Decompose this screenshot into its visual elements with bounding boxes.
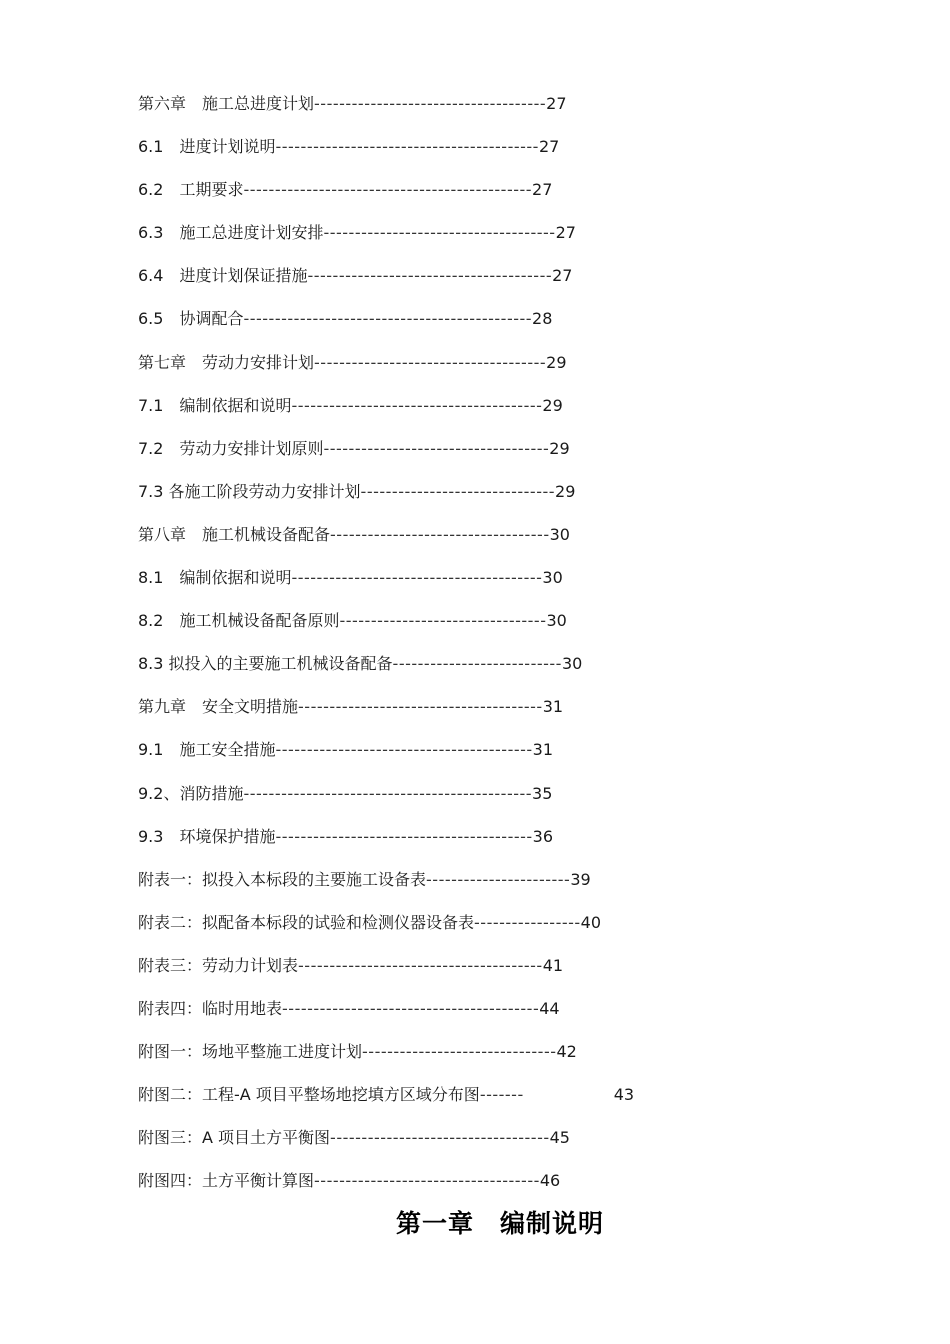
toc-entry[interactable] [138,347,698,390]
toc-leader: ----------------------------------- [330,524,550,544]
toc-entry[interactable] [138,734,698,777]
table-of-contents [138,88,698,1208]
toc-entry[interactable] [138,174,698,217]
toc-page-number: 31 [532,740,554,760]
toc-leader: ----------------------- [426,869,571,889]
toc-leader: ----------------- [474,912,581,932]
toc-entry-title: 7.3 各施工阶段劳动力安排计划 [138,481,361,501]
toc-leader: ----------------------------------------- [275,740,533,760]
toc-page-number: 27 [552,266,573,286]
toc-entry[interactable] [138,907,698,950]
toc-page-number: 29 [546,352,567,372]
toc-page-number: 30 [542,568,563,588]
toc-entry-title: 6.1 进度计划说明 [138,137,276,157]
toc-leader: ------- [479,1085,524,1105]
toc-leader: ------------------------------- [362,1042,557,1062]
toc-entry[interactable] [138,433,698,476]
toc-entry[interactable] [138,691,698,734]
toc-entry[interactable] [138,864,698,907]
toc-entry[interactable] [138,648,698,691]
toc-page-number: 27 [555,223,576,243]
toc-entry-title: 6.3 施工总进度计划安排 [138,223,324,243]
toc-entry-title: 第七章 劳动力安排计划 [138,352,315,372]
toc-entry-title: 7.1 编制依据和说明 [138,395,292,415]
toc-entry[interactable] [138,821,698,864]
toc-leader: ------------------------------------ [314,1171,540,1191]
toc-entry[interactable] [138,950,698,993]
toc-page-number: 36 [532,826,554,846]
toc-page-number: 30 [546,611,567,631]
toc-entry-title: 6.5 协调配合 [138,309,244,329]
toc-entry[interactable] [138,605,698,648]
toc-entry-title: 第九章 安全文明措施 [138,697,299,717]
toc-entry-title: 9.1 施工安全措施 [138,740,276,760]
toc-leader: ------------------------------------ [323,438,550,458]
toc-entry-title: 附图三：A 项目土方平衡图 [138,1128,331,1148]
toc-entry-title: 附图二：工程-A 项目平整场地挖填方区域分布图 [138,1085,480,1105]
toc-page-number: 30 [561,654,583,674]
toc-page-number: 45 [549,1128,570,1148]
toc-leader: --------------------------------------- [307,266,553,286]
toc-entry[interactable] [138,260,698,303]
toc-entry-title: 附表二：拟配备本标段的试验和检测仪器设备表 [138,912,475,932]
toc-page-number: 31 [542,697,564,717]
toc-entry-title: 8.1 编制依据和说明 [138,568,292,588]
toc-entry[interactable] [138,1165,698,1208]
toc-page-number: 27 [546,94,567,113]
toc-entry[interactable] [138,1079,698,1122]
toc-leader: ------------------------------------- [314,94,547,113]
toc-leader: ---------------------------------------------- [243,309,533,329]
toc-leader: ---------------------------------------------- [243,783,533,803]
toc-leader: ---------------------------------------------- [243,180,533,200]
toc-entry-title: 8.2 施工机械设备配备原则 [138,611,340,631]
toc-entry[interactable] [138,562,698,605]
chapter-heading: 第一章 编制说明 [395,1209,604,1238]
toc-leader: ---------------------------------------- [291,395,543,415]
toc-entry[interactable] [138,303,698,346]
toc-entry-title: 第八章 施工机械设备配备 [138,524,331,544]
toc-entry-title: 第六章 施工总进度计划 [138,94,315,113]
toc-entry[interactable] [138,1036,698,1079]
toc-entry-title: 附图一：场地平整施工进度计划 [138,1042,363,1062]
toc-page-number: 43 [613,1085,635,1105]
toc-leader: ----------------------------------------- [275,826,533,846]
toc-entry[interactable] [138,778,698,821]
toc-entry[interactable] [138,1122,698,1165]
toc-entry[interactable] [138,993,698,1036]
toc-page-number: 29 [542,395,563,415]
toc-leader: ------------------------------------- [314,352,547,372]
toc-page-number: 44 [539,998,560,1018]
toc-entry-title: 附图四：土方平衡计算图 [138,1171,315,1191]
toc-entry-title: 附表四：临时用地表 [138,998,283,1018]
toc-leader: ----------------------------------- [330,1128,550,1148]
toc-leader: ------------------------------------- [323,223,556,243]
toc-entry[interactable] [138,131,698,174]
toc-page-number: 27 [532,180,553,200]
toc-page-number: 29 [555,481,576,501]
toc-page-number: 42 [556,1042,577,1062]
toc-entry[interactable] [138,217,698,260]
toc-page-number: 40 [580,912,602,932]
toc-page-number: 29 [549,438,570,458]
toc-entry[interactable] [138,476,698,519]
toc-leader: --------------------------------------- [298,697,543,717]
toc-entry-title: 7.2 劳动力安排计划原则 [138,438,324,458]
toc-leader: --------------------------- [392,654,562,674]
toc-entry[interactable] [138,390,698,433]
toc-page-number: 28 [532,309,553,329]
toc-leader: ------------------------------------------ [275,137,539,157]
toc-leader: ----------------------------------------- [282,998,540,1018]
toc-entry-title: 附表一：拟投入本标段的主要施工设备表 [138,869,427,889]
toc-entry-title: 9.3 环境保护措施 [138,826,276,846]
toc-leader: ------------------------------- [360,481,556,501]
toc-entry-title: 6.2 工期要求 [138,180,244,200]
toc-page-number: 39 [570,869,591,889]
toc-page-number: 35 [532,783,553,803]
toc-leader: --------------------------------- [339,611,547,631]
toc-page-number: 30 [549,524,570,544]
toc-entry-title: 8.3 拟投入的主要施工机械设备配备 [138,654,393,674]
toc-entry-title: 6.4 进度计划保证措施 [138,266,308,286]
toc-leader: --------------------------------------- [298,955,543,975]
toc-page-number: 27 [538,137,560,157]
toc-entry[interactable] [138,519,698,562]
toc-page-number: 46 [539,1171,561,1191]
toc-entry-title: 9.2、消防措施 [138,783,244,803]
toc-leader: ---------------------------------------- [291,568,543,588]
toc-entry[interactable] [138,88,698,131]
toc-page-number: 41 [542,955,564,975]
toc-entry-title: 附表三：劳动力计划表 [138,955,299,975]
